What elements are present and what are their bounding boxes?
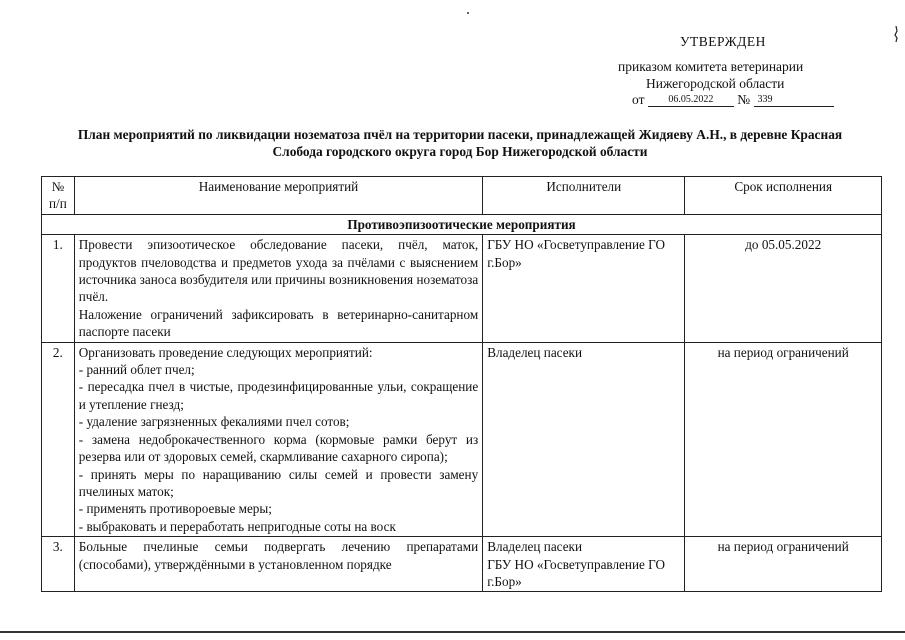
row-name: Провести эпизоотическое обследование пасеки, пчёл, маток, продуктов пчеловодства и предметов ухода за пчёлами с выяснением источника заноса возбудителя или причины возникновения нозематоза пчёл. Наложение ограничений зафиксировать в ветеринарно-санитарном паспорте пасеки xyxy=(74,235,482,342)
scan-mark xyxy=(893,26,899,42)
row-name: Организовать проведение следующих мероприятий: - ранний облет пчел; - пересадка пчел в чистые, продезинфицированные ульи, сокращение и утепление гнезд; - удаление загрязненных фекалиями пчел сотов; - замена недоброкачественного корма (кормовые рамки берут из резерва или от здоровых семей, скармливание сахарного сиропа); - принять меры по наращиванию силы семей и провести замену пчелиных маток; - применять противороевые меры; - выбраковать и переработать непригодные соты на воск xyxy=(74,342,482,536)
header-term: Срок исполнения xyxy=(685,177,882,215)
table-row xyxy=(42,342,882,536)
approval-date-prefix: от xyxy=(632,92,645,107)
approval-number: 339 xyxy=(754,94,834,107)
approval-date-line xyxy=(632,91,834,108)
header-num: № п/п xyxy=(42,177,75,215)
header-executors: Исполнители xyxy=(483,177,685,215)
scan-bottom-edge xyxy=(0,631,905,633)
row-term: на период ограничений xyxy=(685,342,882,536)
row-num: 2. xyxy=(42,342,75,536)
row-term: на период ограничений xyxy=(685,537,882,592)
row-executors: ГБУ НО «Госветуправление ГО г.Бор» xyxy=(483,235,685,342)
section-heading: Противоэпизоотические мероприятия xyxy=(42,214,882,234)
approval-number-prefix: № xyxy=(737,92,751,107)
approval-order-line: приказом комитета ветеринарии xyxy=(618,59,804,74)
row-executors: Владелец пасеки ГБУ НО «Госветуправление ГО г.Бор» xyxy=(483,537,685,592)
section-row xyxy=(42,214,882,234)
row-num: 1. xyxy=(42,235,75,342)
plan-table xyxy=(41,176,882,592)
table-header-row xyxy=(42,177,882,215)
row-name: Больные пчелиные семьи подвергать лечению препаратами (способами), утверждёнными в установленном порядке xyxy=(74,537,482,592)
row-term: до 05.05.2022 xyxy=(685,235,882,342)
header-name: Наименование мероприятий xyxy=(74,177,482,215)
approval-region-line: Нижегородской области xyxy=(646,76,785,91)
approval-title: УТВЕРЖДЕН xyxy=(680,34,766,49)
table-row xyxy=(42,235,882,342)
plan-title: План мероприятий по ликвидации нозематоза пчёл на территории пасеки, принадлежащей Жидяеву А.Н., в деревне Красная Слобода городского округа город Бор Нижегородской области xyxy=(77,127,843,159)
table-row xyxy=(42,537,882,592)
scan-speck xyxy=(467,12,469,14)
approval-date: 06.05.2022 xyxy=(648,94,734,107)
row-num: 3. xyxy=(42,537,75,592)
row-executors: Владелец пасеки xyxy=(483,342,685,536)
